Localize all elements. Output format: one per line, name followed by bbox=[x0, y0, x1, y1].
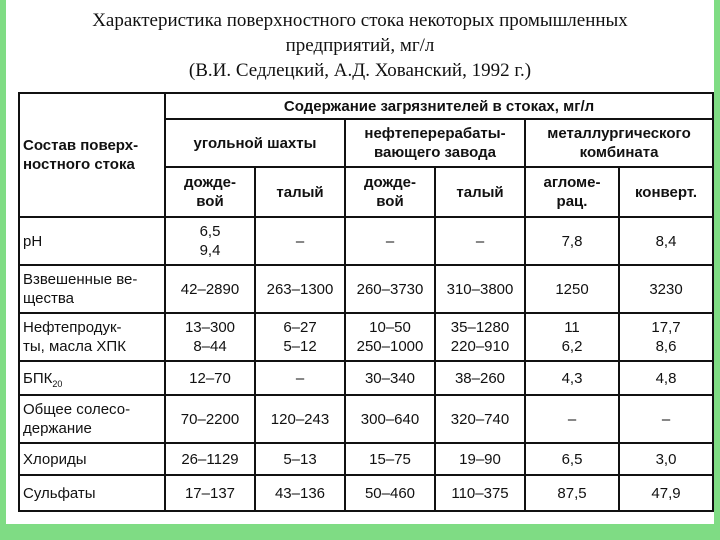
table-cell: – bbox=[435, 217, 525, 265]
row-label: Хлориды bbox=[19, 443, 165, 475]
table-cell: 6,5 9,4 bbox=[165, 217, 255, 265]
table-cell: – bbox=[345, 217, 435, 265]
table-cell: 4,3 bbox=[525, 361, 619, 395]
group-header: Содержание загрязнителей в стоках, мг/л bbox=[165, 93, 713, 119]
table-cell: 70–2200 bbox=[165, 395, 255, 443]
table-cell: 43–136 bbox=[255, 475, 345, 511]
table-cell: 87,5 bbox=[525, 475, 619, 511]
sub-column-header: дожде- вой bbox=[345, 167, 435, 217]
table-cell: 120–243 bbox=[255, 395, 345, 443]
table-cell: 3230 bbox=[619, 265, 713, 313]
sub-column-header: талый bbox=[255, 167, 345, 217]
table-cell: – bbox=[525, 395, 619, 443]
table-cell: – bbox=[255, 361, 345, 395]
table-row bbox=[19, 475, 713, 511]
corner-header: Состав поверх- ностного стока bbox=[19, 93, 165, 217]
table-cell: 30–340 bbox=[345, 361, 435, 395]
sub-column-header: дожде- вой bbox=[165, 167, 255, 217]
table-cell: 50–460 bbox=[345, 475, 435, 511]
table-cell: 12–70 bbox=[165, 361, 255, 395]
table-cell: 310–3800 bbox=[435, 265, 525, 313]
enterprise-header: угольной шахты bbox=[165, 119, 345, 167]
row-label: Нефтепродук- ты, масла ХПК bbox=[19, 313, 165, 361]
table-cell: 263–1300 bbox=[255, 265, 345, 313]
table-row bbox=[19, 395, 713, 443]
table-cell: 38–260 bbox=[435, 361, 525, 395]
sub-column-header: агломе- рац. bbox=[525, 167, 619, 217]
data-table bbox=[18, 92, 714, 512]
table-row bbox=[19, 313, 713, 361]
title-line-3: (В.И. Седлецкий, А.Д. Хованский, 1992 г.) bbox=[188, 60, 532, 81]
table-cell: 3,0 bbox=[619, 443, 713, 475]
table-cell: 17–137 bbox=[165, 475, 255, 511]
table-cell: 26–1129 bbox=[165, 443, 255, 475]
title-line-2: предприятий, мг/л bbox=[285, 35, 435, 56]
table-cell: 19–90 bbox=[435, 443, 525, 475]
row-label: Взвешенные ве- щества bbox=[19, 265, 165, 313]
row-label: Общее солесо- держание bbox=[19, 395, 165, 443]
title-line-1: Характеристика поверхностного стока некоторых промышленных bbox=[92, 10, 628, 31]
table-title bbox=[6, 8, 714, 83]
enterprise-header: нефтеперерабаты- вающего завода bbox=[345, 119, 525, 167]
table-row bbox=[19, 217, 713, 265]
table-cell: 13–300 8–44 bbox=[165, 313, 255, 361]
table-row bbox=[19, 265, 713, 313]
table-cell: 260–3730 bbox=[345, 265, 435, 313]
sub-column-header: талый bbox=[435, 167, 525, 217]
table-cell: 5–13 bbox=[255, 443, 345, 475]
sub-column-header: конверт. bbox=[619, 167, 713, 217]
table-cell: 1250 bbox=[525, 265, 619, 313]
table-row bbox=[19, 443, 713, 475]
table-cell: 42–2890 bbox=[165, 265, 255, 313]
table-cell: 110–375 bbox=[435, 475, 525, 511]
table-cell: 17,7 8,6 bbox=[619, 313, 713, 361]
enterprise-header: металлургического комбината bbox=[525, 119, 713, 167]
table-cell: – bbox=[255, 217, 345, 265]
table-cell: 8,4 bbox=[619, 217, 713, 265]
table-cell: 47,9 bbox=[619, 475, 713, 511]
table-cell: 320–740 bbox=[435, 395, 525, 443]
table-cell: 6,5 bbox=[525, 443, 619, 475]
row-label: $БПК_{20}$ bbox=[19, 361, 165, 395]
table-cell: 15–75 bbox=[345, 443, 435, 475]
table-cell: 6–27 5–12 bbox=[255, 313, 345, 361]
table-cell: – bbox=[619, 395, 713, 443]
table-cell: 10–50 250–1000 bbox=[345, 313, 435, 361]
slide bbox=[6, 0, 714, 524]
table-cell: 4,8 bbox=[619, 361, 713, 395]
row-label: Сульфаты bbox=[19, 475, 165, 511]
table-cell: 300–640 bbox=[345, 395, 435, 443]
table-cell: 11 6,2 bbox=[525, 313, 619, 361]
table-cell: 35–1280 220–910 bbox=[435, 313, 525, 361]
table-row bbox=[19, 361, 713, 395]
row-label: pH bbox=[19, 217, 165, 265]
table-cell: 7,8 bbox=[525, 217, 619, 265]
